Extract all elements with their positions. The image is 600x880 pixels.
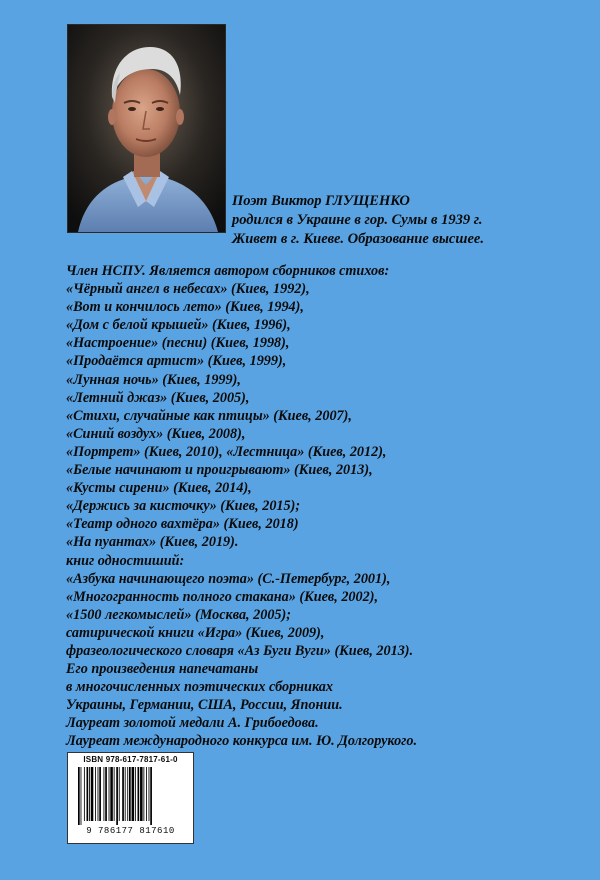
barcode-bar	[125, 767, 126, 821]
body-line: Член НСПУ. Является автором сборников стихов:	[66, 263, 390, 279]
body-line: «Белые начинают и проигрывают» (Киев, 2013),	[66, 462, 373, 479]
barcode-bar	[143, 767, 144, 821]
barcode-bar	[87, 767, 89, 821]
body-line: «Дом с белой крышей» (Киев, 1996),	[66, 317, 291, 334]
barcode-bar	[109, 767, 110, 821]
isbn-label: ISBN 978-617-7817-61-0	[83, 755, 178, 764]
barcode-bar	[78, 767, 80, 825]
barcode-bar	[129, 767, 131, 821]
barcode-bar	[138, 767, 140, 821]
barcode-bar	[98, 767, 99, 821]
barcode-bar	[99, 767, 101, 821]
body-line: «Летний джаз» (Киев, 2005),	[66, 389, 250, 406]
author-photo	[67, 24, 226, 233]
bio-line: родился в Украине в гор. Сумы в 1939 г.	[232, 212, 483, 228]
barcode-bar	[89, 767, 90, 821]
author-bio	[232, 192, 592, 249]
body-line: «Продаётся артист» (Киев, 1999),	[66, 353, 287, 370]
barcode-bar	[146, 767, 147, 821]
body-line: «Настроение» (песни) (Киев, 1998),	[66, 335, 290, 352]
body-line: «Театр одного вахтёра» (Киев, 2018)	[66, 516, 299, 533]
barcode-bar	[140, 767, 143, 821]
body-line: Украины, Германии, США, России, Японии.	[66, 697, 343, 714]
body-line: «1500 легкомыслей» (Москва, 2005);	[66, 606, 291, 623]
body-line: фразеологического словаря «Аз Буги Вуги» (Киев, 2013).	[66, 642, 414, 659]
barcode-digits: 9 786177 817610	[86, 826, 175, 836]
barcode-bar	[114, 767, 115, 821]
body-line: «Многогранность полного стакана» (Киев, 2002),	[66, 588, 378, 605]
barcode-bar	[81, 767, 82, 825]
barcode-bar	[91, 767, 94, 821]
body-line: «Вот и кончилось лето» (Киев, 1994),	[66, 299, 304, 316]
body-line: «Азбука начинающего поэта» (С.-Петербург, 2001),	[66, 570, 391, 587]
barcode-bar	[116, 767, 118, 825]
barcode-bar	[84, 767, 85, 821]
body-line: в многочисленных поэтических сборниках	[66, 679, 333, 696]
body-line: Лауреат золотой медали А. Грибоедова.	[66, 715, 319, 732]
body-line: «Портрет» (Киев, 2010), «Лестница» (Киев, 2012),	[66, 443, 387, 460]
barcode-bar	[122, 767, 124, 821]
barcode-bar	[149, 767, 150, 821]
author-portrait-image	[68, 25, 225, 232]
body-line: «Кусты сирени» (Киев, 2014),	[66, 480, 252, 497]
barcode-bar	[135, 767, 136, 821]
body-line: Лауреат международного конкурса им. Ю. Долгорукого.	[66, 733, 418, 750]
body-line: «На пуантах» (Киев, 2019).	[66, 534, 239, 551]
barcode-bar	[119, 767, 120, 821]
body-line: «Держись за кисточку» (Киев, 2015);	[66, 498, 301, 515]
bio-line: Живет в г. Киеве. Образование высшее.	[232, 231, 484, 247]
barcode-bar	[110, 767, 113, 821]
body-line: «Стихи, случайные как птицы» (Киев, 2007),	[66, 407, 352, 424]
barcode-bar	[105, 767, 107, 821]
body-line: «Чёрный ангел в небесах» (Киев, 1992),	[66, 281, 310, 298]
barcode-bar	[127, 767, 128, 821]
body-line: «Синий воздух» (Киев, 2008),	[66, 425, 246, 442]
body-line: сатирической книги «Игра» (Киев, 2009),	[66, 624, 325, 641]
barcode-bar	[132, 767, 135, 821]
body-line: Его произведения напечатаны	[66, 661, 259, 678]
body-line: «Лунная ночь» (Киев, 1999),	[66, 371, 241, 388]
body-line: книг одностиший:	[66, 552, 185, 569]
barcode-bar	[95, 767, 96, 821]
isbn-barcode-box	[67, 752, 194, 844]
bibliography-text	[66, 262, 596, 751]
bio-line: Поэт Виктор ГЛУЩЕНКО	[232, 193, 410, 209]
barcode-bar	[104, 767, 105, 821]
barcode-bar	[150, 767, 152, 825]
barcode-image	[76, 767, 186, 825]
